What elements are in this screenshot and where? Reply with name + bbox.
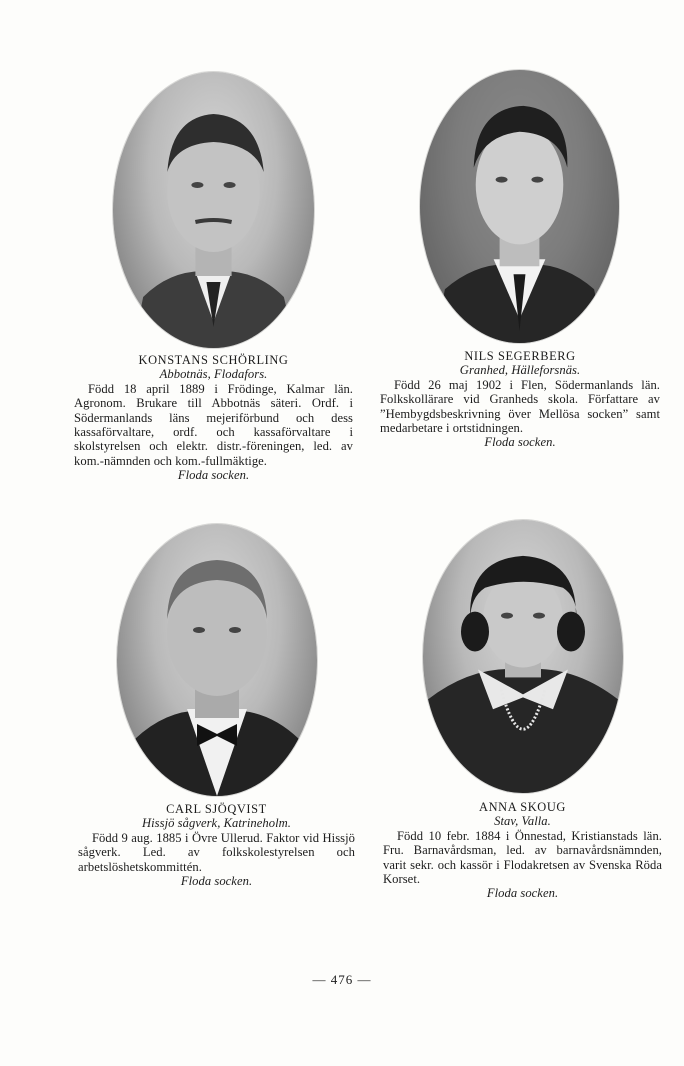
person-place: Abbotnäs, Flodafors. bbox=[159, 367, 268, 382]
person-description: Född 9 aug. 1885 i Övre Ullerud. Faktor vid Hissjö sågverk. Led. av folkskolestyrelsen och arbetslöshetskommittén. bbox=[78, 830, 355, 874]
person-parish: Floda socken. bbox=[180, 874, 253, 889]
portrait-photo bbox=[113, 72, 314, 348]
bio-nils-segerberg bbox=[380, 349, 660, 450]
person-description: Född 26 maj 1902 i Flen, Södermanlands län. Folkskollärare vid Granheds skola. Författare av ”Hembygdsbeskrivning över Mellösa socken” samt medarbetare i ortstidningen. bbox=[380, 377, 660, 436]
portrait-konstans-schorling bbox=[113, 72, 314, 348]
bio-carl-sjoqvist bbox=[78, 802, 355, 888]
person-name: ANNA SKOUG bbox=[479, 800, 566, 814]
page-number: — 476 — bbox=[312, 972, 372, 987]
person-name: KONSTANS SCHÖRLING bbox=[138, 353, 289, 367]
portrait-photo bbox=[117, 524, 317, 796]
person-place: Granhed, Hälleforsnäs. bbox=[459, 363, 581, 378]
portrait-anna-skoug bbox=[423, 520, 623, 793]
person-parish: Floda socken. bbox=[486, 886, 559, 901]
person-name: NILS SEGERBERG bbox=[464, 349, 576, 363]
bio-anna-skoug bbox=[383, 800, 662, 901]
portrait-nils-segerberg bbox=[420, 70, 619, 343]
person-place: Stav, Valla. bbox=[494, 814, 551, 829]
portrait-carl-sjoqvist bbox=[117, 524, 317, 796]
person-description: Född 10 febr. 1884 i Önnestad, Kristianstads län. Fru. Barnavårdsman, led. av barnavårdsnämnden, varit sekr. och kassör i Flodakretsen av Svenska Röda Korset. bbox=[383, 828, 662, 887]
portrait-photo bbox=[420, 70, 619, 343]
person-name: CARL SJÖQVIST bbox=[166, 802, 267, 816]
person-description: Född 18 april 1889 i Frödinge, Kalmar län. Agronom. Brukare till Abbotnäs säteri. Ordf. i Södermanlands läns mejeriförbund och dess kassaförvaltare, ordf. och kassaförvaltare i skolstyrelsen och elektr. distr.-föreningen, led. av kom.-nämnden och kom.-fullmäktige. bbox=[74, 381, 353, 468]
bio-konstans-schorling bbox=[74, 353, 353, 483]
portrait-photo bbox=[423, 520, 623, 793]
person-parish: Floda socken. bbox=[484, 435, 556, 450]
person-parish: Floda socken. bbox=[177, 468, 250, 483]
person-place: Hissjö sågverk, Katrineholm. bbox=[141, 816, 292, 831]
